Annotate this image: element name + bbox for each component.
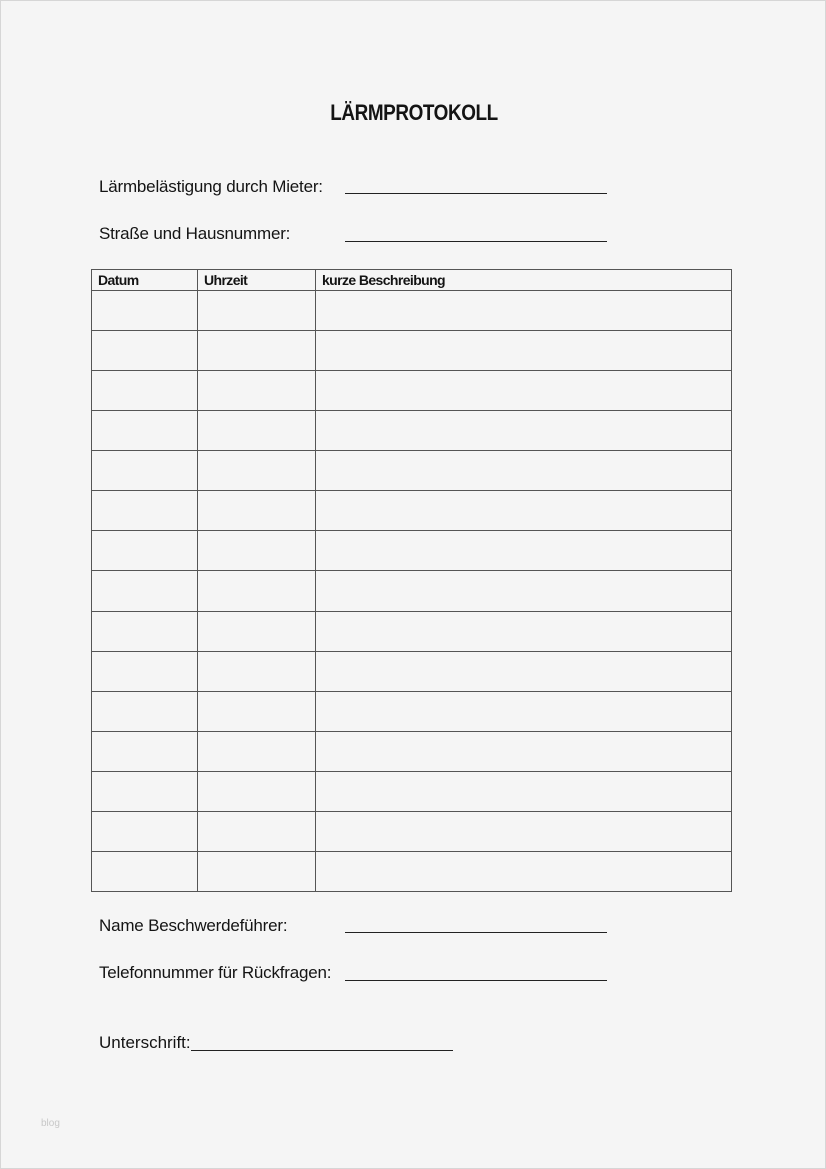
- table-row: [92, 291, 732, 331]
- table-cell[interactable]: [198, 731, 316, 771]
- table-cell[interactable]: [92, 811, 198, 851]
- table-cell[interactable]: [92, 411, 198, 451]
- table-cell[interactable]: [316, 611, 732, 651]
- table-cell[interactable]: [198, 651, 316, 691]
- table-cell[interactable]: [198, 691, 316, 731]
- table-row: [92, 371, 732, 411]
- table-cell[interactable]: [198, 451, 316, 491]
- table-cell[interactable]: [92, 731, 198, 771]
- table-cell[interactable]: [316, 531, 732, 571]
- field-label-telefon: Telefonnummer für Rückfragen:: [99, 963, 332, 982]
- table-cell[interactable]: [198, 531, 316, 571]
- table-cell[interactable]: [198, 411, 316, 451]
- table-row: [92, 691, 732, 731]
- table-cell[interactable]: [92, 771, 198, 811]
- table-cell[interactable]: [198, 611, 316, 651]
- table-cell[interactable]: [316, 371, 732, 411]
- document-title: LÄRMPROTOKOLL: [330, 100, 498, 125]
- field-line-telefon[interactable]: [345, 980, 607, 981]
- table-cell[interactable]: [92, 691, 198, 731]
- table-row: [92, 851, 732, 891]
- table-cell[interactable]: [316, 811, 732, 851]
- table-cell[interactable]: [198, 771, 316, 811]
- table-cell[interactable]: [316, 291, 732, 331]
- table-cell[interactable]: [92, 491, 198, 531]
- header-datum: Datum: [92, 270, 198, 291]
- table-cell[interactable]: [92, 531, 198, 571]
- table-row: [92, 571, 732, 611]
- table-cell[interactable]: [198, 811, 316, 851]
- table-cell[interactable]: [316, 411, 732, 451]
- noise-log-table: [91, 269, 732, 892]
- table-cell[interactable]: [316, 451, 732, 491]
- field-label-strasse: Straße und Hausnummer:: [99, 224, 291, 243]
- field-line-strasse[interactable]: [345, 241, 607, 242]
- table-cell[interactable]: [316, 491, 732, 531]
- table-row: [92, 411, 732, 451]
- table-cell[interactable]: [316, 691, 732, 731]
- field-label-mieter: Lärmbelästigung durch Mieter:: [99, 177, 323, 196]
- table-row: [92, 491, 732, 531]
- field-line-mieter[interactable]: [345, 193, 607, 194]
- signature-line[interactable]: [191, 1050, 453, 1051]
- table-cell[interactable]: [92, 571, 198, 611]
- table-row: [92, 771, 732, 811]
- table-cell[interactable]: [316, 571, 732, 611]
- table-cell[interactable]: [92, 331, 198, 371]
- table-cell[interactable]: [316, 851, 732, 891]
- field-label-name: Name Beschwerdeführer:: [99, 916, 288, 935]
- table-row: [92, 611, 732, 651]
- table-row: [92, 651, 732, 691]
- table-header-row: [92, 270, 732, 291]
- table-row: [92, 731, 732, 771]
- table-cell[interactable]: [92, 651, 198, 691]
- table-row: [92, 451, 732, 491]
- table-cell[interactable]: [316, 331, 732, 371]
- table-body: [92, 291, 732, 892]
- table-cell[interactable]: [92, 451, 198, 491]
- table-cell[interactable]: [198, 491, 316, 531]
- table-row: [92, 331, 732, 371]
- table-cell[interactable]: [198, 571, 316, 611]
- table-cell[interactable]: [316, 771, 732, 811]
- table-cell[interactable]: [92, 371, 198, 411]
- header-beschreibung: kurze Beschreibung: [316, 270, 732, 291]
- table-cell[interactable]: [92, 291, 198, 331]
- table-row: [92, 531, 732, 571]
- header-uhrzeit: Uhrzeit: [198, 270, 316, 291]
- watermark-text: blog: [41, 1118, 60, 1129]
- table-cell[interactable]: [198, 291, 316, 331]
- table-cell[interactable]: [198, 371, 316, 411]
- table-cell[interactable]: [198, 331, 316, 371]
- table-cell[interactable]: [316, 651, 732, 691]
- field-line-name[interactable]: [345, 932, 607, 933]
- table-cell[interactable]: [92, 611, 198, 651]
- table-cell[interactable]: [198, 851, 316, 891]
- signature-label: Unterschrift:: [99, 1033, 191, 1052]
- table-cell[interactable]: [92, 851, 198, 891]
- table-row: [92, 811, 732, 851]
- table-cell[interactable]: [316, 731, 732, 771]
